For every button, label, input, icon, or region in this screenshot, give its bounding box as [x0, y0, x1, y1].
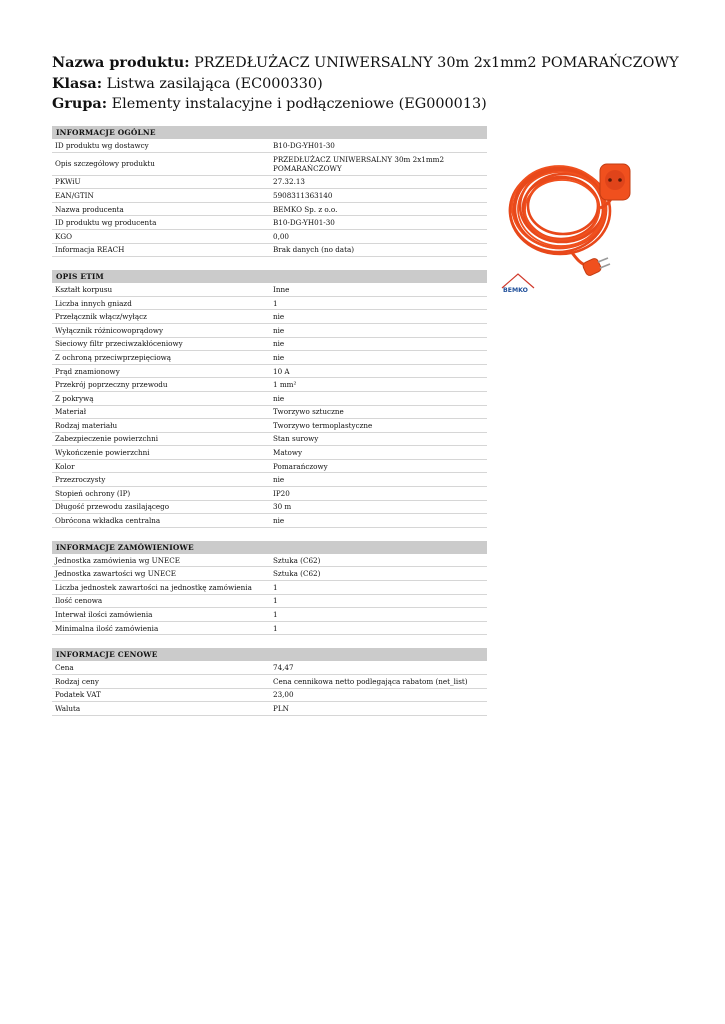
spec-key: Minimalna ilość zamówienia	[55, 623, 159, 633]
spec-key: Ilość cenowa	[55, 596, 103, 606]
spec-row	[52, 324, 487, 338]
spec-value: B10-DG-YH01-30	[273, 140, 335, 150]
spec-value: nie	[273, 339, 285, 349]
spec-value: 0,00	[273, 231, 290, 241]
spec-value: nie	[273, 312, 285, 322]
spec-row	[52, 595, 487, 609]
spec-row	[52, 675, 487, 689]
spec-row	[52, 608, 487, 622]
spec-value: BEMKO Sp. z o.o.	[273, 204, 338, 214]
spec-value: Cena cennikowa netto podlegająca rabatom (net_list)	[273, 676, 468, 686]
product-name-label: Nazwa produktu:	[52, 54, 190, 71]
spec-value: Tworzywo termoplastyczne	[273, 420, 373, 430]
spec-key: Wyłącznik różnicowoprądowy	[55, 325, 164, 335]
spec-row	[52, 378, 487, 392]
spec-row	[52, 554, 487, 568]
spec-value: nie	[273, 352, 285, 362]
spec-row	[52, 689, 487, 703]
product-class-line	[52, 74, 692, 95]
section-header: INFORMACJE CENOWE	[52, 648, 487, 661]
section-header: INFORMACJE ZAMÓWIENIOWE	[52, 541, 487, 554]
plug-icon	[582, 257, 610, 276]
spec-value: Matowy	[273, 448, 303, 458]
product-class-label: Klasa:	[52, 74, 103, 92]
spec-value: 74,47	[273, 663, 294, 673]
spec-key: Przełącznik włącz/wyłącz	[55, 312, 147, 322]
spec-row	[52, 501, 487, 515]
spec-row	[52, 338, 487, 352]
product-image	[500, 146, 678, 296]
spec-value: 30 m	[273, 502, 292, 512]
spec-row	[52, 310, 487, 324]
spec-key: Prąd znamionowy	[55, 366, 120, 376]
spec-row	[52, 244, 487, 258]
spec-value: Sztuka (C62)	[273, 555, 321, 565]
spec-row	[52, 406, 487, 420]
spec-value: 23,00	[273, 690, 294, 700]
spec-key: Długość przewodu zasilającego	[55, 502, 170, 512]
spec-section	[52, 126, 487, 257]
spec-key: Interwał ilości zamówienia	[55, 610, 153, 620]
spec-row	[52, 203, 487, 217]
product-name-line	[52, 53, 692, 74]
spec-row	[52, 283, 487, 297]
spec-key: Jednostka zawartości wg UNECE	[55, 569, 177, 579]
spec-value: 10 A	[273, 366, 290, 376]
spec-value: Tworzywo sztuczne	[273, 407, 344, 417]
spec-value: IP20	[273, 488, 290, 498]
bemko-logo	[502, 274, 534, 294]
spec-value: PLN	[273, 703, 289, 713]
spec-row	[52, 460, 487, 474]
spec-row	[52, 216, 487, 230]
spec-row	[52, 702, 487, 716]
spec-value: Inne	[273, 284, 290, 294]
product-class-value: Listwa zasilająca (EC000330)	[106, 75, 323, 92]
spec-value: PRZEDŁUŻACZ UNIWERSALNY 30m 2x1mm2 POMARAŃCZOWY	[273, 154, 445, 173]
spec-row	[52, 189, 487, 203]
spec-value: nie	[273, 325, 285, 335]
spec-row	[52, 473, 487, 487]
spec-key: Wykończenie powierzchni	[55, 448, 150, 458]
spec-key: Cena	[55, 663, 74, 673]
spec-key: Nazwa producenta	[55, 204, 124, 214]
extension-cord-illustration	[500, 146, 678, 296]
spec-key: Waluta	[55, 703, 81, 713]
spec-tables	[52, 126, 487, 729]
spec-key: PKWiU	[55, 177, 81, 187]
spec-value: Stan surowy	[273, 434, 319, 444]
spec-key: Podatek VAT	[55, 690, 101, 700]
spec-key: Przezroczysty	[55, 475, 106, 485]
spec-row	[52, 514, 487, 528]
spec-section	[52, 541, 487, 636]
spec-value: nie	[273, 516, 285, 526]
spec-value: nie	[273, 393, 285, 403]
spec-key: Kształt korpusu	[55, 284, 113, 294]
spec-value: 1	[273, 298, 278, 308]
product-group-value: Elementy instalacyjne i podłączeniowe (EG000013)	[111, 96, 487, 113]
spec-key: Stopień ochrony (IP)	[55, 488, 131, 498]
product-header	[52, 53, 692, 115]
spec-value: nie	[273, 475, 285, 485]
spec-key: Informacja REACH	[55, 245, 125, 255]
spec-section	[52, 270, 487, 528]
spec-row	[52, 153, 487, 176]
spec-key: Rodzaj ceny	[55, 676, 99, 686]
spec-key: Liczba innych gniazd	[55, 298, 132, 308]
spec-key: ID produktu wg dostawcy	[55, 140, 149, 150]
spec-value: Pomarańczowy	[273, 461, 328, 471]
spec-value: 27.32.13	[273, 177, 306, 187]
product-group-label: Grupa:	[52, 95, 108, 113]
spec-value: 1	[273, 623, 278, 633]
spec-key: Sieciowy filtr przeciwzakłóceniowy	[55, 339, 183, 349]
spec-row	[52, 567, 487, 581]
spec-value: B10-DG-YH01-30	[273, 218, 335, 228]
spec-value: 1 mm²	[273, 380, 297, 390]
spec-row	[52, 139, 487, 153]
socket-icon	[600, 164, 630, 200]
section-header: INFORMACJE OGÓLNE	[52, 126, 487, 139]
spec-section	[52, 648, 487, 715]
spec-row	[52, 351, 487, 365]
spec-value: 1	[273, 582, 278, 592]
spec-key: Kolor	[55, 461, 75, 471]
spec-value: 1	[273, 610, 278, 620]
spec-row	[52, 230, 487, 244]
spec-key: Materiał	[55, 407, 87, 417]
spec-row	[52, 419, 487, 433]
spec-row	[52, 365, 487, 379]
spec-value: 5908311363140	[273, 190, 333, 200]
spec-value: Brak danych (no data)	[273, 245, 355, 255]
spec-value: Sztuka (C62)	[273, 569, 321, 579]
spec-row	[52, 487, 487, 501]
spec-row	[52, 297, 487, 311]
spec-key: KGO	[55, 231, 73, 241]
spec-key: Liczba jednostek zawartości na jednostkę zamówienia	[55, 582, 252, 592]
spec-row	[52, 392, 487, 406]
product-group-line	[52, 94, 692, 115]
section-header: OPIS ETIM	[52, 270, 487, 283]
spec-key: Jednostka zamówienia wg UNECE	[55, 555, 180, 565]
spec-key: Z pokrywą	[55, 393, 94, 403]
spec-key: EAN/GTIN	[55, 190, 94, 200]
spec-value: 1	[273, 596, 278, 606]
bemko-logo-text: BEMKO	[503, 287, 528, 294]
spec-key: Zabezpieczenie powierzchni	[55, 434, 159, 444]
spec-key: Obrócona wkładka centralna	[55, 516, 161, 526]
spec-key: Rodzaj materiału	[55, 420, 118, 430]
spec-row	[52, 581, 487, 595]
spec-key: ID produktu wg producenta	[55, 218, 157, 228]
spec-key: Przekrój poprzeczny przewodu	[55, 380, 168, 390]
spec-row	[52, 622, 487, 636]
spec-key: Z ochroną przeciwprzepięciową	[55, 352, 172, 362]
spec-row	[52, 446, 487, 460]
spec-key: Opis szczegółowy produktu	[55, 159, 155, 169]
spec-row	[52, 176, 487, 190]
spec-row	[52, 661, 487, 675]
spec-row	[52, 433, 487, 447]
product-name-value: PRZEDŁUŻACZ UNIWERSALNY 30m 2x1mm2 POMARAŃCZOWY	[194, 55, 679, 71]
